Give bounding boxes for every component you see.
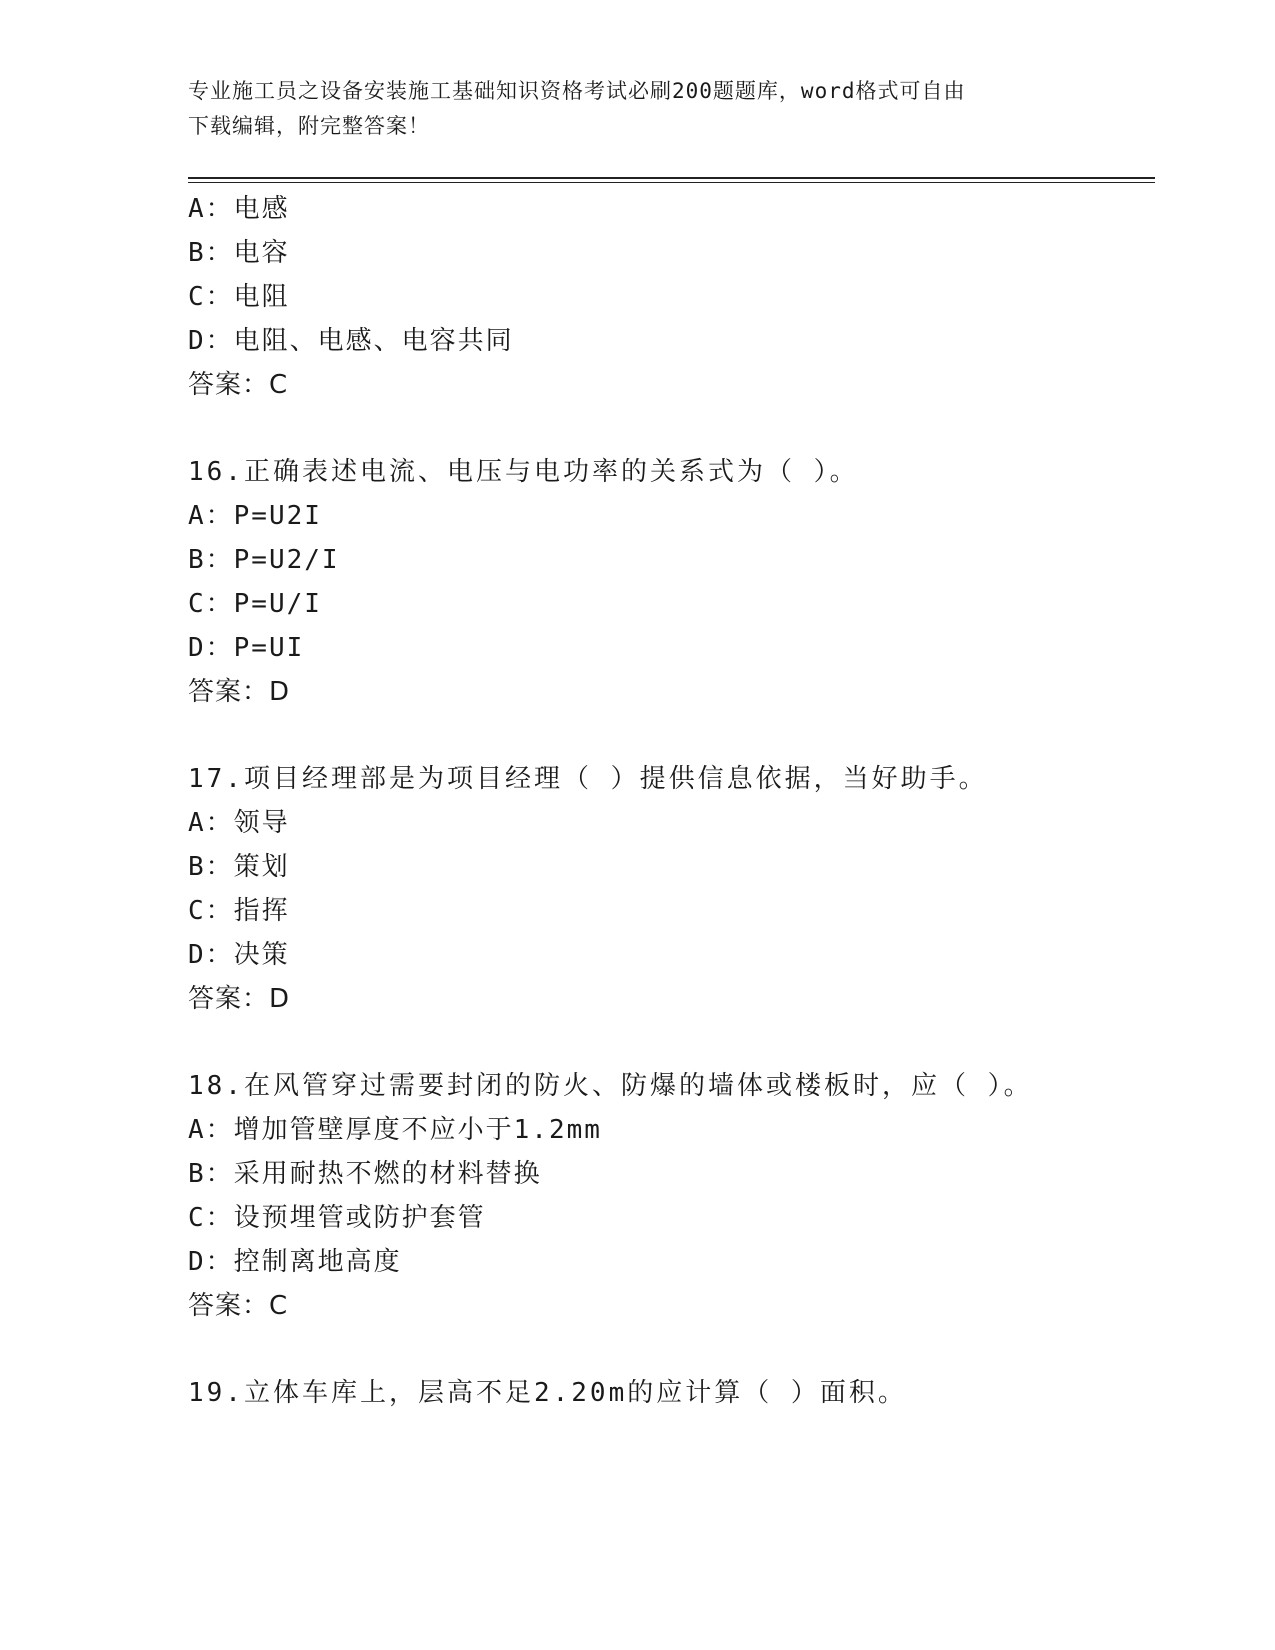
q17-option-d: D：决策: [188, 940, 290, 970]
q19-question: 19.立体车库上，层高不足2.20m的应计算（ ）面积。: [188, 1378, 907, 1408]
q18-option-a: A：增加管壁厚度不应小于1.2mm: [188, 1115, 602, 1145]
q15-option-a: A：电感: [188, 194, 290, 224]
q18-option-b: B：采用耐热不燃的材料替换: [188, 1159, 542, 1189]
q16-answer: 答案：D: [188, 677, 291, 707]
q17-question: 17.项目经理部是为项目经理（ ）提供信息依据，当好助手。: [188, 764, 988, 794]
q16-option-c: C：P=U/I: [188, 589, 322, 619]
header-divider: [188, 177, 1155, 183]
q17-option-b: B：策划: [188, 852, 290, 882]
q15-option-c: C：电阻: [188, 282, 290, 312]
q17-answer: 答案：D: [188, 984, 291, 1014]
q18-answer: 答案：C: [188, 1291, 289, 1321]
q15-option-d: D：电阻、电感、电容共同: [188, 326, 514, 356]
q18-option-d: D：控制离地高度: [188, 1247, 402, 1277]
q16-option-a: A：P=U2I: [188, 501, 322, 531]
q16-option-d: D：P=UI: [188, 633, 305, 663]
q15-answer: 答案：C: [188, 370, 289, 400]
q16-option-b: B：P=U2/I: [188, 545, 340, 575]
q18-question: 18.在风管穿过需要封闭的防火、防爆的墙体或楼板时，应（ ）。: [188, 1071, 1033, 1101]
header-title-line-1: 专业施工员之设备安装施工基础知识资格考试必刷200题题库，word格式可自由: [188, 79, 966, 103]
q15-option-b: B：电容: [188, 238, 290, 268]
q18-option-c: C：设预埋管或防护套管: [188, 1203, 486, 1233]
q16-question: 16.正确表述电流、电压与电功率的关系式为（ ）。: [188, 457, 859, 487]
header-title-line-2: 下载编辑，附完整答案！: [188, 114, 430, 138]
q17-option-c: C：指挥: [188, 896, 290, 926]
q17-option-a: A：领导: [188, 808, 290, 838]
document-header: [188, 74, 1088, 144]
